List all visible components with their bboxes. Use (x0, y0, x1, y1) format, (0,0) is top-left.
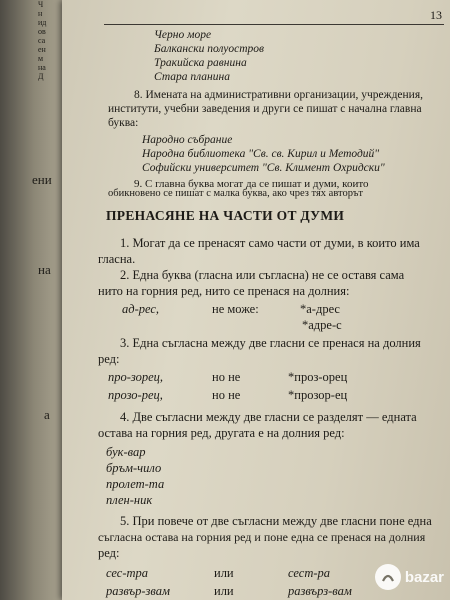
list-item: Тракийска равнина (154, 57, 247, 69)
p3-line: 3. Една съгласна между две гласни се пренася на долния (120, 336, 421, 350)
p5-example: развър-звам (106, 584, 170, 598)
rule8-line: буква: (108, 117, 139, 129)
prev-fragment: ов (38, 27, 46, 36)
section-title: ПРЕНАСЯНЕ НА ЧАСТИ ОТ ДУМИ (106, 208, 345, 223)
p4-line: остава на горния ред, другата е на долния ред: (98, 426, 345, 440)
p4-example: плен-ник (106, 493, 153, 507)
rule8-example: Софийски университет "Св. Климент Охридски" (142, 162, 385, 174)
rule9-line: обикновено се пишат с малка буква, ако чрез тях авторът (108, 188, 364, 199)
watermark-text: bazar (404, 568, 444, 586)
p4-example: пролет-та (106, 477, 165, 491)
rule8-line: институти, учебни заведения и други се пишат с начална главна (108, 103, 422, 115)
prev-side-word: на (38, 262, 51, 277)
previous-page-edge (0, 0, 62, 600)
prev-fragment: м (38, 54, 44, 63)
p3-sep: но не (212, 388, 241, 402)
p4-example: бук-вар (106, 445, 146, 459)
bazar-logo-icon (375, 564, 401, 590)
p5-line: ред: (98, 546, 120, 560)
p3-sep: но не (212, 370, 241, 384)
p2-line: нито на горния ред, нито се пренася на долния: (98, 284, 350, 298)
prev-fragment: ен (38, 45, 46, 54)
p3-bad: *прозор-ец (288, 388, 348, 402)
p2-bad: *адре-с (302, 318, 342, 332)
prev-fragment: са (38, 36, 46, 45)
p5-sep: или (214, 566, 234, 580)
prev-fragment: н (38, 9, 43, 18)
p2-sep: не може: (212, 302, 259, 316)
rule8-example: Народно събрание (142, 134, 233, 146)
p3-bad: *проз-орец (288, 370, 348, 384)
p2-good: ад-рес, (122, 302, 160, 316)
p5-example: сес-тра (106, 566, 149, 580)
p1-line: 1. Могат да се пренасят само части от думи, в които има (120, 236, 420, 250)
previous-page-fragments (38, 0, 62, 81)
book-page (62, 0, 450, 600)
list-item: Черно море (154, 29, 212, 41)
prev-fragment: на (38, 63, 46, 72)
prev-side-word: а (44, 407, 50, 422)
p1-line: гласна. (98, 252, 136, 266)
watermark-logo (375, 564, 444, 590)
page-number: 13 (430, 8, 442, 22)
rule8-example: Народна библиотека "Св. св. Кирил и Методий" (142, 148, 380, 160)
p5-line: съгласна остава на горния ред и поне една се пренася на долния (98, 530, 426, 544)
p5-example: развърз-вам (288, 584, 352, 598)
rule8-line: 8. Имената на административни организации, учреждения, (134, 89, 423, 101)
p2-bad: *а-дрес (300, 302, 340, 316)
p5-sep: или (214, 584, 234, 598)
prev-fragment: Д (38, 72, 44, 81)
p3-good: прозо-рец, (108, 388, 163, 402)
p5-line: 5. При повече от две съгласни между две гласни поне една (120, 514, 432, 528)
p2-line: 2. Една буква (гласна или съгласна) не се оставя сама (120, 268, 405, 282)
p4-line: 4. Две съгласни между две гласни се разделят — едната (120, 410, 417, 424)
prev-fragment: Ч (38, 0, 44, 9)
prev-side-word: ени (32, 172, 52, 187)
list-item: Балкански полуостров (154, 43, 265, 55)
header-rule (104, 24, 444, 25)
prev-fragment: ид (38, 18, 47, 27)
p3-good: про-зорец, (108, 370, 164, 384)
rule9-line: 9. С главна буква могат да се пишат и думи, които (134, 178, 369, 190)
p3-line: ред: (98, 352, 120, 366)
p5-example: сест-ра (288, 566, 331, 580)
p4-example: бръм-чило (106, 461, 162, 475)
list-item: Стара планина (154, 71, 230, 83)
